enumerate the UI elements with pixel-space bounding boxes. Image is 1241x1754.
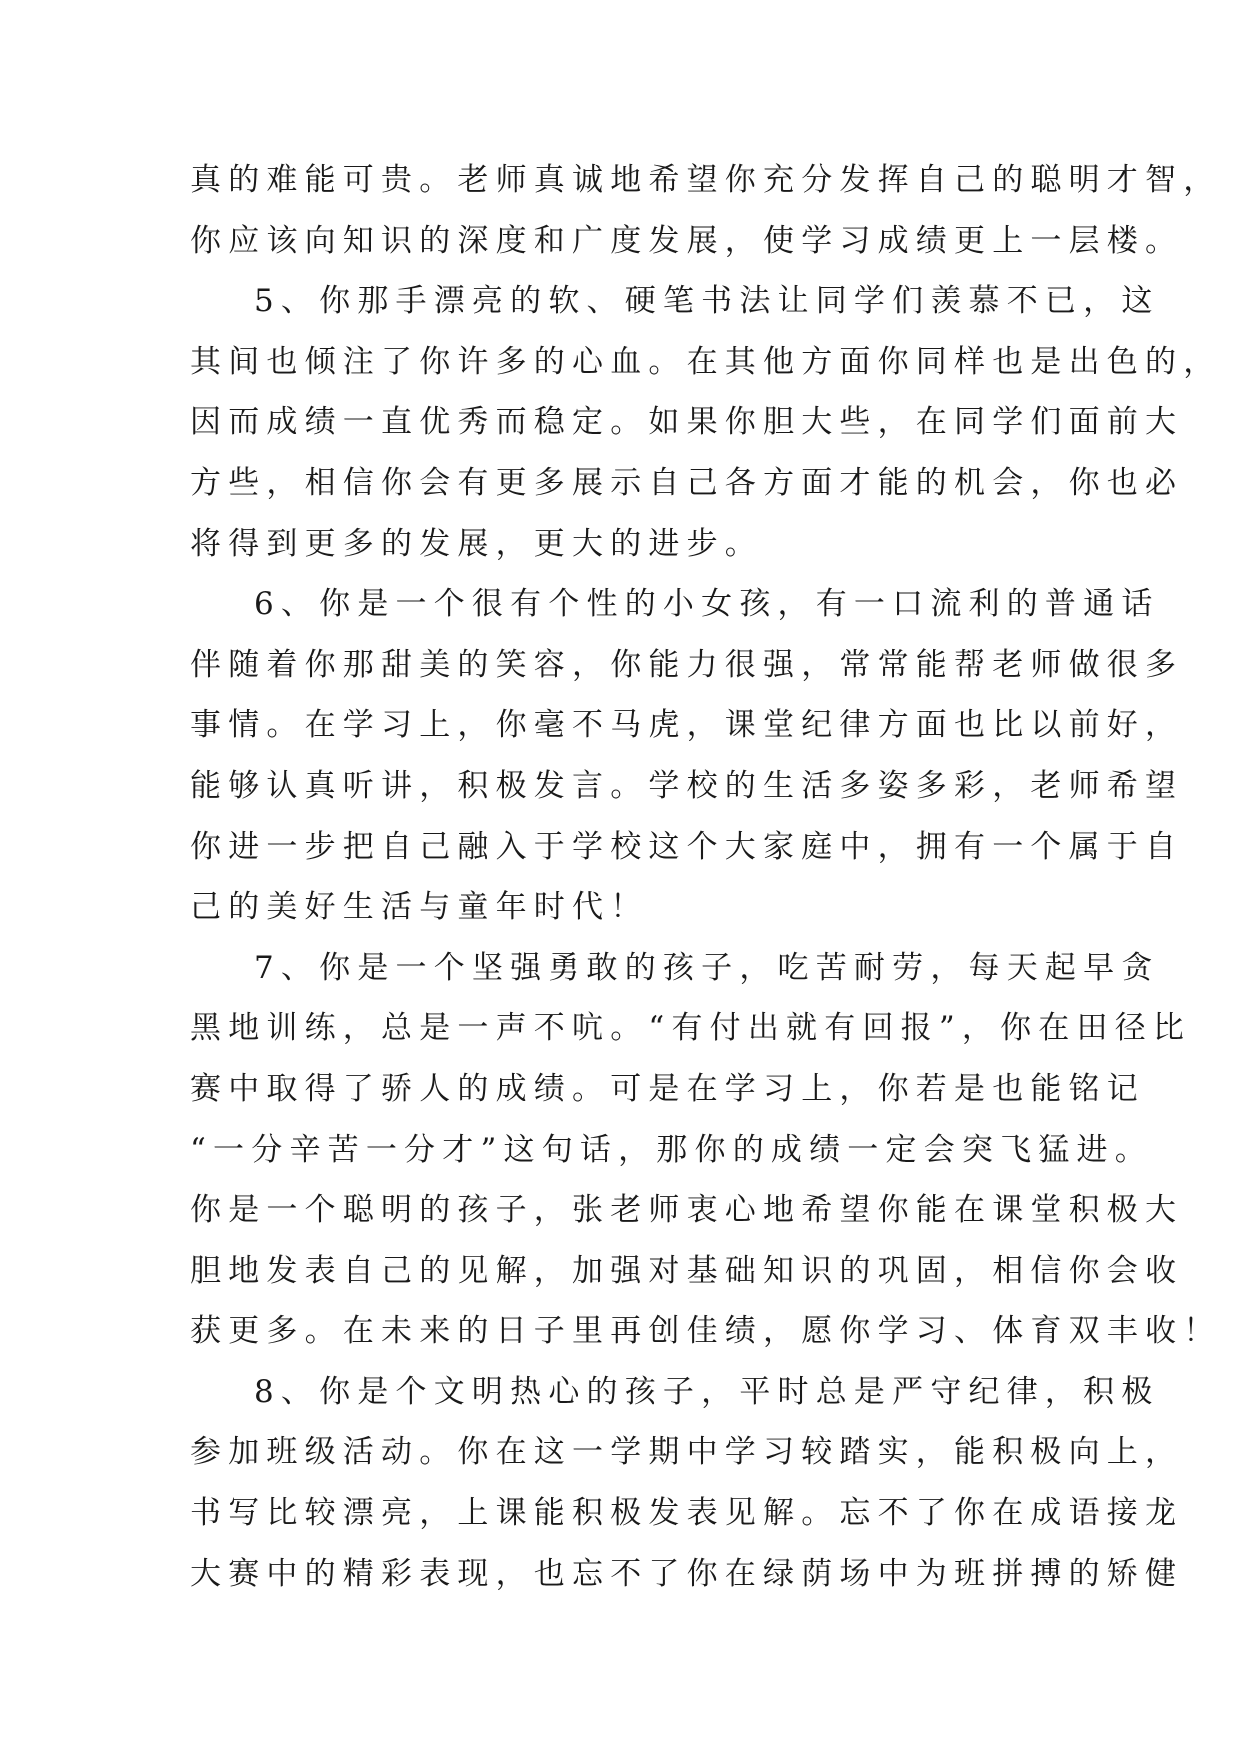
text-line: 因而成绩一直优秀而稳定。如果你胆大些，在同学们面前大 bbox=[190, 404, 1184, 441]
text-line: 伴随着你那甜美的笑容，你能力很强，常常能帮老师做很多 bbox=[190, 646, 1184, 683]
text-line: 能够认真听讲，积极发言。学校的生活多姿多彩，老师希望 bbox=[190, 767, 1184, 804]
text-line: 书写比较漂亮，上课能积极发表见解。忘不了你在成语接龙 bbox=[190, 1495, 1184, 1532]
text-line: 黑地训练，总是一声不吭。“有付出就有回报”，你在田径比 bbox=[190, 1010, 1192, 1047]
text-line: 胆地发表自己的见解，加强对基础知识的巩固，相信你会收 bbox=[190, 1252, 1184, 1289]
paragraph-start-line: 6、你是一个很有个性的小女孩，有一口流利的普通话 bbox=[254, 586, 1160, 623]
text-line: 赛中取得了骄人的成绩。可是在学习上，你若是也能铭记 bbox=[190, 1070, 1145, 1107]
text-line: “一分辛苦一分才”这句话，那你的成绩一定会突飞猛进。 bbox=[190, 1131, 1153, 1168]
paragraph-start-line: 7、你是一个坚强勇敢的孩子，吃苦耐劳，每天起早贪 bbox=[254, 949, 1160, 986]
text-line: 方些，相信你会有更多展示自己各方面才能的机会，你也必 bbox=[190, 464, 1184, 501]
paragraph-start-line: 5、你那手漂亮的软、硬笔书法让同学们羡慕不已，这 bbox=[254, 283, 1160, 320]
document-body bbox=[190, 150, 1222, 1604]
text-line: 其间也倾注了你许多的心血。在其他方面你同样也是出色的， bbox=[190, 343, 1222, 380]
text-line: 你应该向知识的深度和广度发展，使学习成绩更上一层楼。 bbox=[190, 222, 1184, 259]
paragraph-start-line: 8、你是个文明热心的孩子，平时总是严守纪律，积极 bbox=[254, 1373, 1160, 1410]
text-line: 将得到更多的发展，更大的进步。 bbox=[190, 525, 763, 562]
text-line: 参加班级活动。你在这一学期中学习较踏实，能积极向上， bbox=[190, 1434, 1184, 1471]
text-line: 真的难能可贵。老师真诚地希望你充分发挥自己的聪明才智， bbox=[190, 162, 1222, 198]
text-line: 事情。在学习上，你毫不马虎，课堂纪律方面也比以前好， bbox=[190, 707, 1184, 744]
text-line: 己的美好生活与童年时代！ bbox=[190, 889, 649, 926]
text-line: 你是一个聪明的孩子，张老师衷心地希望你能在课堂积极大 bbox=[190, 1192, 1184, 1229]
text-line: 你进一步把自己融入于学校这个大家庭中，拥有一个属于自 bbox=[190, 828, 1184, 865]
text-line: 大赛中的精彩表现，也忘不了你在绿荫场中为班拼搏的矫健 bbox=[190, 1555, 1184, 1592]
text-line: 获更多。在未来的日子里再创佳绩，愿你学习、体育双丰收！ bbox=[190, 1313, 1222, 1350]
